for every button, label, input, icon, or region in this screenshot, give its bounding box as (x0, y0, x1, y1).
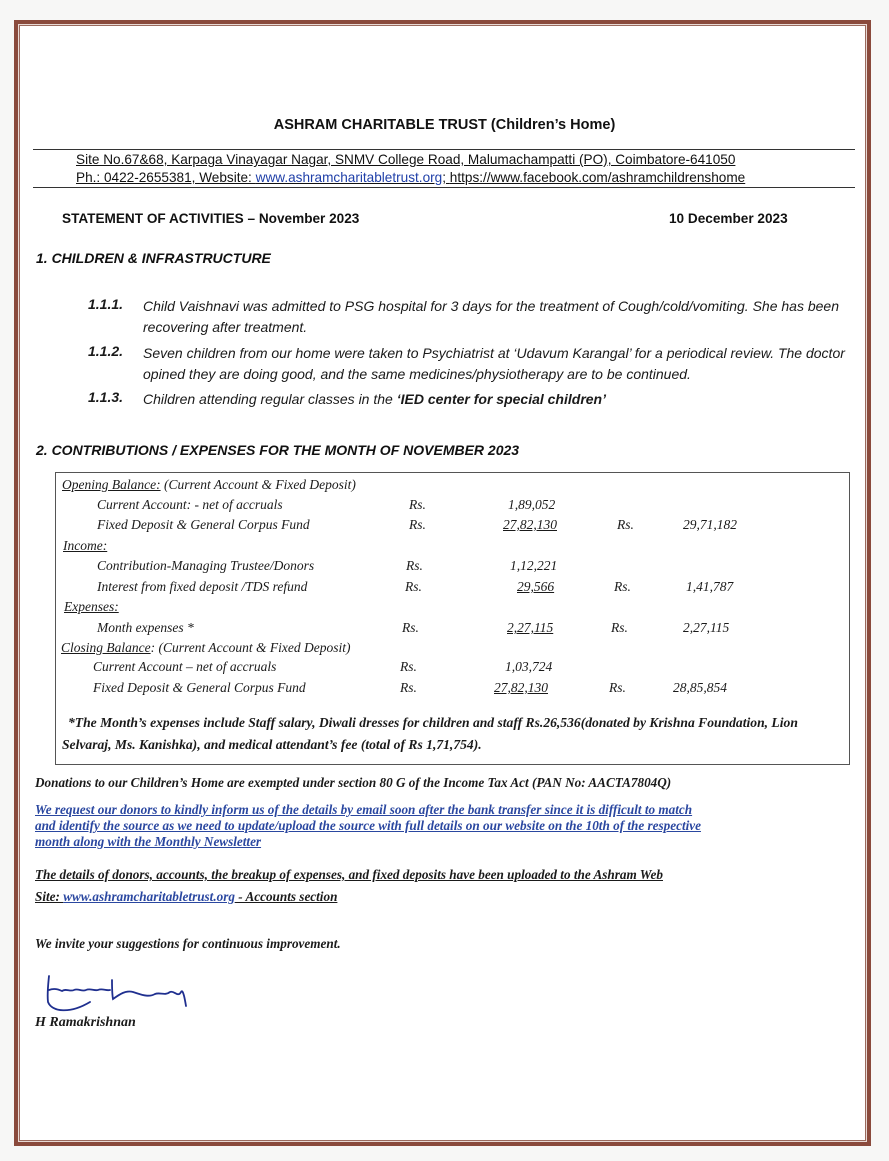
row-total: 1,41,787 (686, 579, 734, 594)
separator-text: ; (442, 170, 450, 185)
row-amount: 27,82,130 (503, 517, 557, 532)
row-amount: 1,12,221 (510, 558, 558, 573)
item-text: Seven children from our home were taken to Psychiatrist at ‘Udavum Karangal’ for a periodical review. The doctor opined they are doing good, and the same medicines/physiotherapy are to be continued. (143, 345, 845, 382)
row-label: Current Account: - net of accruals (97, 497, 283, 512)
site-prefix: Site: (35, 889, 64, 904)
phone-text: Ph.: 0422-2655381, Website: (76, 170, 256, 185)
tax-exemption-note: Donations to our Children’s Home are exempted under section 80 G of the Income Tax Act (PAN No: AACTA7804Q) (35, 775, 672, 790)
row-amount: 27,82,130 (494, 680, 548, 695)
row-label: Current Account – net of accruals (93, 659, 277, 674)
donor-request-line: We request our donors to kindly inform us of the details by email soon after the bank transfer since it is difficult to match (35, 802, 693, 817)
details-site-line (35, 889, 855, 905)
site-link[interactable]: www.ashramcharitabletrust.org (63, 889, 235, 904)
donor-request-line: and identify the source as we need to update/upload the source with full details on our website on the 10th of the respective (35, 818, 701, 833)
currency-label: Rs. (609, 680, 626, 695)
section-1-heading: 1. CHILDREN & INFRASTRUCTURE (36, 250, 271, 266)
currency-label: Rs. (614, 579, 631, 594)
row-label: Interest from fixed deposit /TDS refund (97, 579, 308, 594)
currency-label: Rs. (405, 579, 422, 594)
section-2-heading: 2. CONTRIBUTIONS / EXPENSES FOR THE MONTH OF NOVEMBER 2023 (36, 442, 520, 458)
currency-label: Rs. (406, 558, 423, 573)
opening-label: Opening Balance: (62, 477, 161, 492)
item-text: Child Vaishnavi was admitted to PSG hospital for 3 days for the treatment of Cough/cold/vomiting. She has been recovering after treatment. (143, 298, 839, 335)
currency-label: Rs. (409, 497, 426, 512)
item-text-plain: Children attending regular classes in the (143, 391, 397, 407)
row-total: 29,71,182 (683, 517, 737, 532)
statement-date: 10 December 2023 (669, 211, 788, 226)
currency-label: Rs. (400, 659, 417, 674)
contact-line (76, 170, 745, 185)
row-amount: 1,89,052 (508, 497, 556, 512)
row-label: Fixed Deposit & General Corpus Fund (93, 680, 306, 695)
closing-label: Closing Balance (61, 640, 151, 655)
row-total: 28,85,854 (673, 680, 727, 695)
header-rule-bottom (33, 187, 855, 188)
site-suffix: - Accounts section (234, 889, 338, 904)
row-label: Month expenses * (97, 620, 194, 635)
currency-label: Rs. (400, 680, 417, 695)
statement-title: STATEMENT OF ACTIVITIES – November 2023 (62, 211, 360, 226)
currency-label: Rs. (402, 620, 419, 635)
currency-label: Rs. (617, 517, 634, 532)
expenses-footnote: *The Month’s expenses include Staff salary, Diwali dresses for children and staff Rs.26,536(donated by Krishna Foundation, Lion Selvaraj, Ms. Kanishka), and medical attendant’s fee (total of Rs 1,71,754). (62, 715, 798, 752)
row-label: Contribution-Managing Trustee/Donors (97, 558, 315, 573)
website-link[interactable]: www.ashramcharitabletrust.org (255, 170, 443, 185)
opening-balance-heading (62, 477, 356, 493)
donor-request-line: month along with the Monthly Newsletter (35, 834, 262, 849)
item-number: 1.1.2. (88, 343, 124, 359)
row-amount: 1,03,724 (505, 659, 553, 674)
closing-suffix: : (Current Account & Fixed Deposit) (150, 640, 351, 655)
currency-label: Rs. (409, 517, 426, 532)
signatory-name: H Ramakrishnan (35, 1015, 136, 1030)
expenses-heading: Expenses: (64, 599, 119, 614)
currency-label: Rs. (611, 620, 628, 635)
opening-suffix: (Current Account & Fixed Deposit) (160, 477, 356, 492)
item-number: 1.1.3. (88, 389, 124, 405)
row-total: 2,27,115 (683, 620, 730, 635)
item-text-bold: ‘IED center for special children’ (396, 391, 606, 407)
row-amount: 2,27,115 (507, 620, 554, 635)
invite-suggestions: We invite your suggestions for continuous improvement. (35, 936, 341, 951)
header-rule-top (33, 149, 855, 150)
row-label: Fixed Deposit & General Corpus Fund (97, 517, 310, 532)
item-number: 1.1.1. (88, 296, 124, 312)
income-heading: Income: (63, 538, 108, 553)
facebook-link[interactable]: https://www.facebook.com/ashramchildrenshome (449, 170, 746, 185)
closing-balance-heading (61, 640, 350, 656)
signature-image (40, 972, 200, 1017)
row-amount: 29,566 (517, 579, 555, 594)
details-line: The details of donors, accounts, the breakup of expenses, and fixed deposits have been uploaded to the Ashram Web (35, 867, 663, 882)
address-line: Site No.67&68, Karpaga Vinayagar Nagar, SNMV College Road, Malumachampatti (PO), Coimbatore-641050 (76, 152, 736, 167)
org-title: ASHRAM CHARITABLE TRUST (Children’s Home) (273, 117, 616, 133)
item-text (143, 389, 863, 410)
